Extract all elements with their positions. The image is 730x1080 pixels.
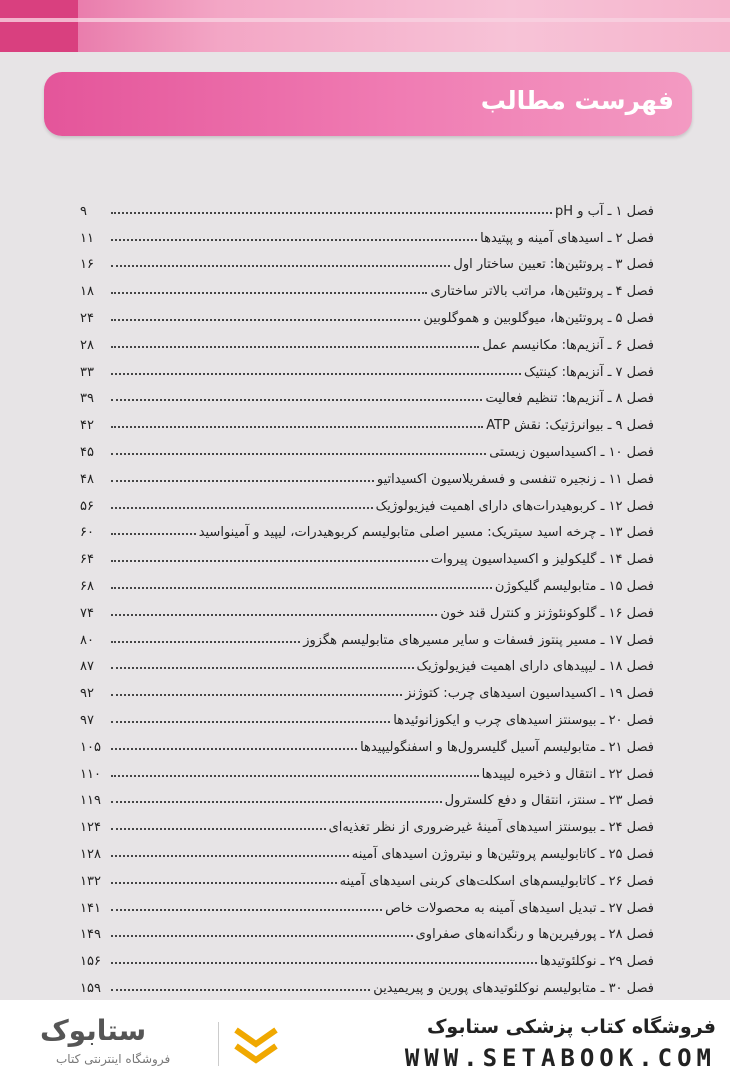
logo-subtitle: فروشگاه اینترنتی کتاب [56,1052,171,1066]
header-band-stripe [0,18,730,22]
toc-entry-title: فصل ۱۳ ـ چرخه اسید سیتریک: مسیر اصلی متابولیسم کربوهیدرات، لیپید و آمینواسید [198,525,654,541]
toc-entry-page: ۸۷ [80,659,94,675]
dot-leader [111,265,450,267]
toc-entry-title: فصل ۳ ـ پروتئین‌ها: تعیین ساختار اول [453,257,654,273]
dot-leader [111,319,420,321]
toc-entry-page: ۲۴ [80,310,94,326]
toc-entry [80,889,654,916]
toc-entry-title: فصل ۱۰ ـ اکسیداسیون زیستی [489,444,654,460]
toc-entry-page: ۶۸ [80,578,94,594]
toc-entry-title: فصل ۸ ـ آنزیم‌ها: تنظیم فعالیت [485,391,654,407]
toc-entry [80,326,654,353]
toc-entry-page: ۳۹ [80,391,94,407]
dot-leader [111,426,483,428]
dot-leader [111,721,390,723]
dot-leader [111,989,370,991]
dot-leader [111,453,486,455]
toc-entry-page: ۱۶ [80,257,94,273]
toc-entry [80,353,654,380]
toc-entry-page: ۹۲ [80,686,94,702]
toc-entry-title: فصل ۲۰ ـ بیوسنتز اسیدهای چرب و ایکوزانوئیدها [393,712,654,728]
dot-leader [111,909,382,911]
toc-entry [80,728,654,755]
toc-entry [80,272,654,299]
dot-leader [111,641,300,643]
toc-entry [80,674,654,701]
toc-entry-page: ۴۲ [80,418,94,434]
toc-entry-page: ۹۷ [80,712,94,728]
toc-entry-title: فصل ۲۷ ـ تبدیل اسیدهای آمینه به محصولات خاص [385,900,654,916]
dot-leader [111,855,349,857]
dot-leader [111,614,437,616]
toc-entry-title: فصل ۲۲ ـ انتقال و ذخیره لیپیدها [481,766,654,782]
toc-entry-page: ۲۸ [80,337,94,353]
toc-entry-page: ۶۴ [80,552,94,568]
toc-entry [80,192,654,219]
toc-entry-title: فصل ۳۰ ـ متابولیسم نوکلئوتیدهای پورین و پیریمیدین [373,980,654,996]
toc-entry-page: ۸۰ [80,632,94,648]
toc-entry-title: فصل ۱۸ ـ لیپیدهای دارای اهمیت فیزیولوژیک [416,659,654,675]
dot-leader [111,587,492,589]
dot-leader [111,533,196,535]
dot-leader [111,882,337,884]
toc-entry-title: فصل ۱۲ ـ کربوهیدرات‌های دارای اهمیت فیزیولوژیک [375,498,654,514]
dot-leader [111,801,442,803]
toc-entry-title: فصل ۱۶ ـ گلوکونئوژنز و کنترل قند خون [440,605,654,621]
toc-entry-title: فصل ۱۵ ـ متابولیسم گلیکوژن [494,578,654,594]
toc-entry-title: فصل ۲۸ ـ پورفیرین‌ها و رنگدانه‌های صفراوی [415,927,654,943]
toc-entry [80,969,654,996]
toc-title-bar [44,72,692,136]
toc-entry [80,406,654,433]
toc-entry-title: فصل ۶ ـ آنزیم‌ها: مکانیسم عمل [482,337,654,353]
dot-leader [111,480,374,482]
toc-entry-title: فصل ۲۳ ـ سنتز، انتقال و دفع کلسترول [444,793,654,809]
dot-leader [111,962,537,964]
dot-leader [111,748,357,750]
toc-entry [80,380,654,407]
toc-entry-page: ۳۳ [80,364,94,380]
toc-entry [80,487,654,514]
footer-banner [0,1000,730,1080]
toc-entry [80,916,654,943]
toc-entry [80,755,654,782]
dot-leader [111,560,428,562]
toc-entry [80,621,654,648]
toc-entry [80,648,654,675]
toc-entry-page: ۱۴۹ [80,927,101,943]
page-title: فهرست مطالب [480,86,674,115]
toc-entry-title: فصل ۲۵ ـ کاتابولیسم پروتئین‌ها و نیتروژن اسیدهای آمینه [351,846,654,862]
toc-entry-page: ۱۵۹ [80,980,101,996]
toc-entry-page: ۵۶ [80,498,94,514]
dot-leader [111,667,414,669]
toc-entry-page: ۱۸ [80,284,94,300]
toc-entry-title: فصل ۲۶ ـ کاتابولیسم‌های اسکلت‌های کربنی اسیدهای آمینه [339,873,654,889]
toc-entry [80,299,654,326]
dot-leader [111,935,413,937]
toc-entry-title: فصل ۷ ـ آنزیم‌ها: کینتیک [523,364,654,380]
toc-entry-page: ۱۲۴ [80,820,101,836]
dot-leader [111,346,479,348]
toc-entry [80,862,654,889]
toc-entry-title: فصل ۵ ـ پروتئین‌ها، میوگلوبین و هموگلوبین [423,310,654,326]
toc-entry-page: ۱۱۹ [80,793,101,809]
dot-leader [111,399,482,401]
store-name: فروشگاه کتاب پزشکی ستابوک [426,1016,716,1038]
toc-entry-title: فصل ۱ ـ آب و pH [555,203,654,219]
toc-entry-title: فصل ۴ ـ پروتئین‌ها، مراتب بالاتر ساختاری [430,284,654,300]
table-of-contents [80,192,654,1000]
toc-entry-page: ۱۱ [80,230,94,246]
dot-leader [111,507,373,509]
dot-leader [111,775,479,777]
store-url[interactable]: WWW.SETABOOK.COM [404,1044,716,1072]
toc-entry [80,701,654,728]
toc-entry-title: فصل ۱۴ ـ گلیکولیز و اکسیداسیون پیروات [430,552,654,568]
toc-entry-page: ۱۰۵ [80,739,101,755]
logo-divider [218,1022,219,1066]
toc-entry [80,540,654,567]
toc-entry [80,246,654,273]
toc-entry-title: فصل ۲ ـ اسیدهای آمینه و پپتیدها [480,230,654,246]
toc-entry-page: ۴۸ [80,471,94,487]
toc-entry-page: ۱۲۸ [80,846,101,862]
dot-leader [111,373,521,375]
toc-entry-page: ۱۵۶ [80,954,101,970]
toc-entry-page: ۷۴ [80,605,94,621]
toc-entry-page: ۱۳۲ [80,873,101,889]
toc-entry [80,835,654,862]
toc-entry-page: ۱۴۱ [80,900,101,916]
toc-entry [80,460,654,487]
toc-entry-title: فصل ۱۱ ـ زنجیره تنفسی و فسفریلاسیون اکسیداتیو [376,471,654,487]
toc-entry-title: فصل ۲۴ ـ بیوسنتز اسیدهای آمینهٔ غیرضروری از نظر تغذیه‌ای [328,820,654,836]
dot-leader [111,239,477,241]
toc-entry [80,433,654,460]
toc-entry-title: فصل ۲۹ ـ نوکلئوتیدها [539,954,654,970]
toc-entry-title: فصل ۱۷ ـ مسیر پنتوز فسفات و سایر مسیرهای متابولیسم هگزوز [303,632,654,648]
toc-entry [80,567,654,594]
toc-entry [80,594,654,621]
chevron-logo-icon [232,1024,280,1068]
logo-wordmark: ستابوک [40,1014,147,1047]
toc-entry [80,808,654,835]
header-band-accent [0,0,78,52]
dot-leader [111,212,552,214]
toc-entry-page: ۹ [80,203,87,219]
toc-entry-page: ۶۰ [80,525,94,541]
dot-leader [111,694,402,696]
toc-entry-page: ۴۵ [80,444,94,460]
toc-entry [80,219,654,246]
decorative-header-band [0,0,730,52]
dot-leader [111,828,326,830]
toc-entry-title: فصل ۱۹ ـ اکسیداسیون اسیدهای چرب: کتوژنز [405,686,654,702]
dot-leader [111,292,427,294]
toc-entry [80,782,654,809]
toc-entry [80,514,654,541]
toc-entry-page: ۱۱۰ [80,766,101,782]
toc-entry [80,942,654,969]
toc-entry-title: فصل ۲۱ ـ متابولیسم آسیل گلیسرول‌ها و اسفنگولیپیدها [360,739,654,755]
toc-entry-title: فصل ۹ ـ بیوانرژتیک: نقش ATP [486,418,654,434]
